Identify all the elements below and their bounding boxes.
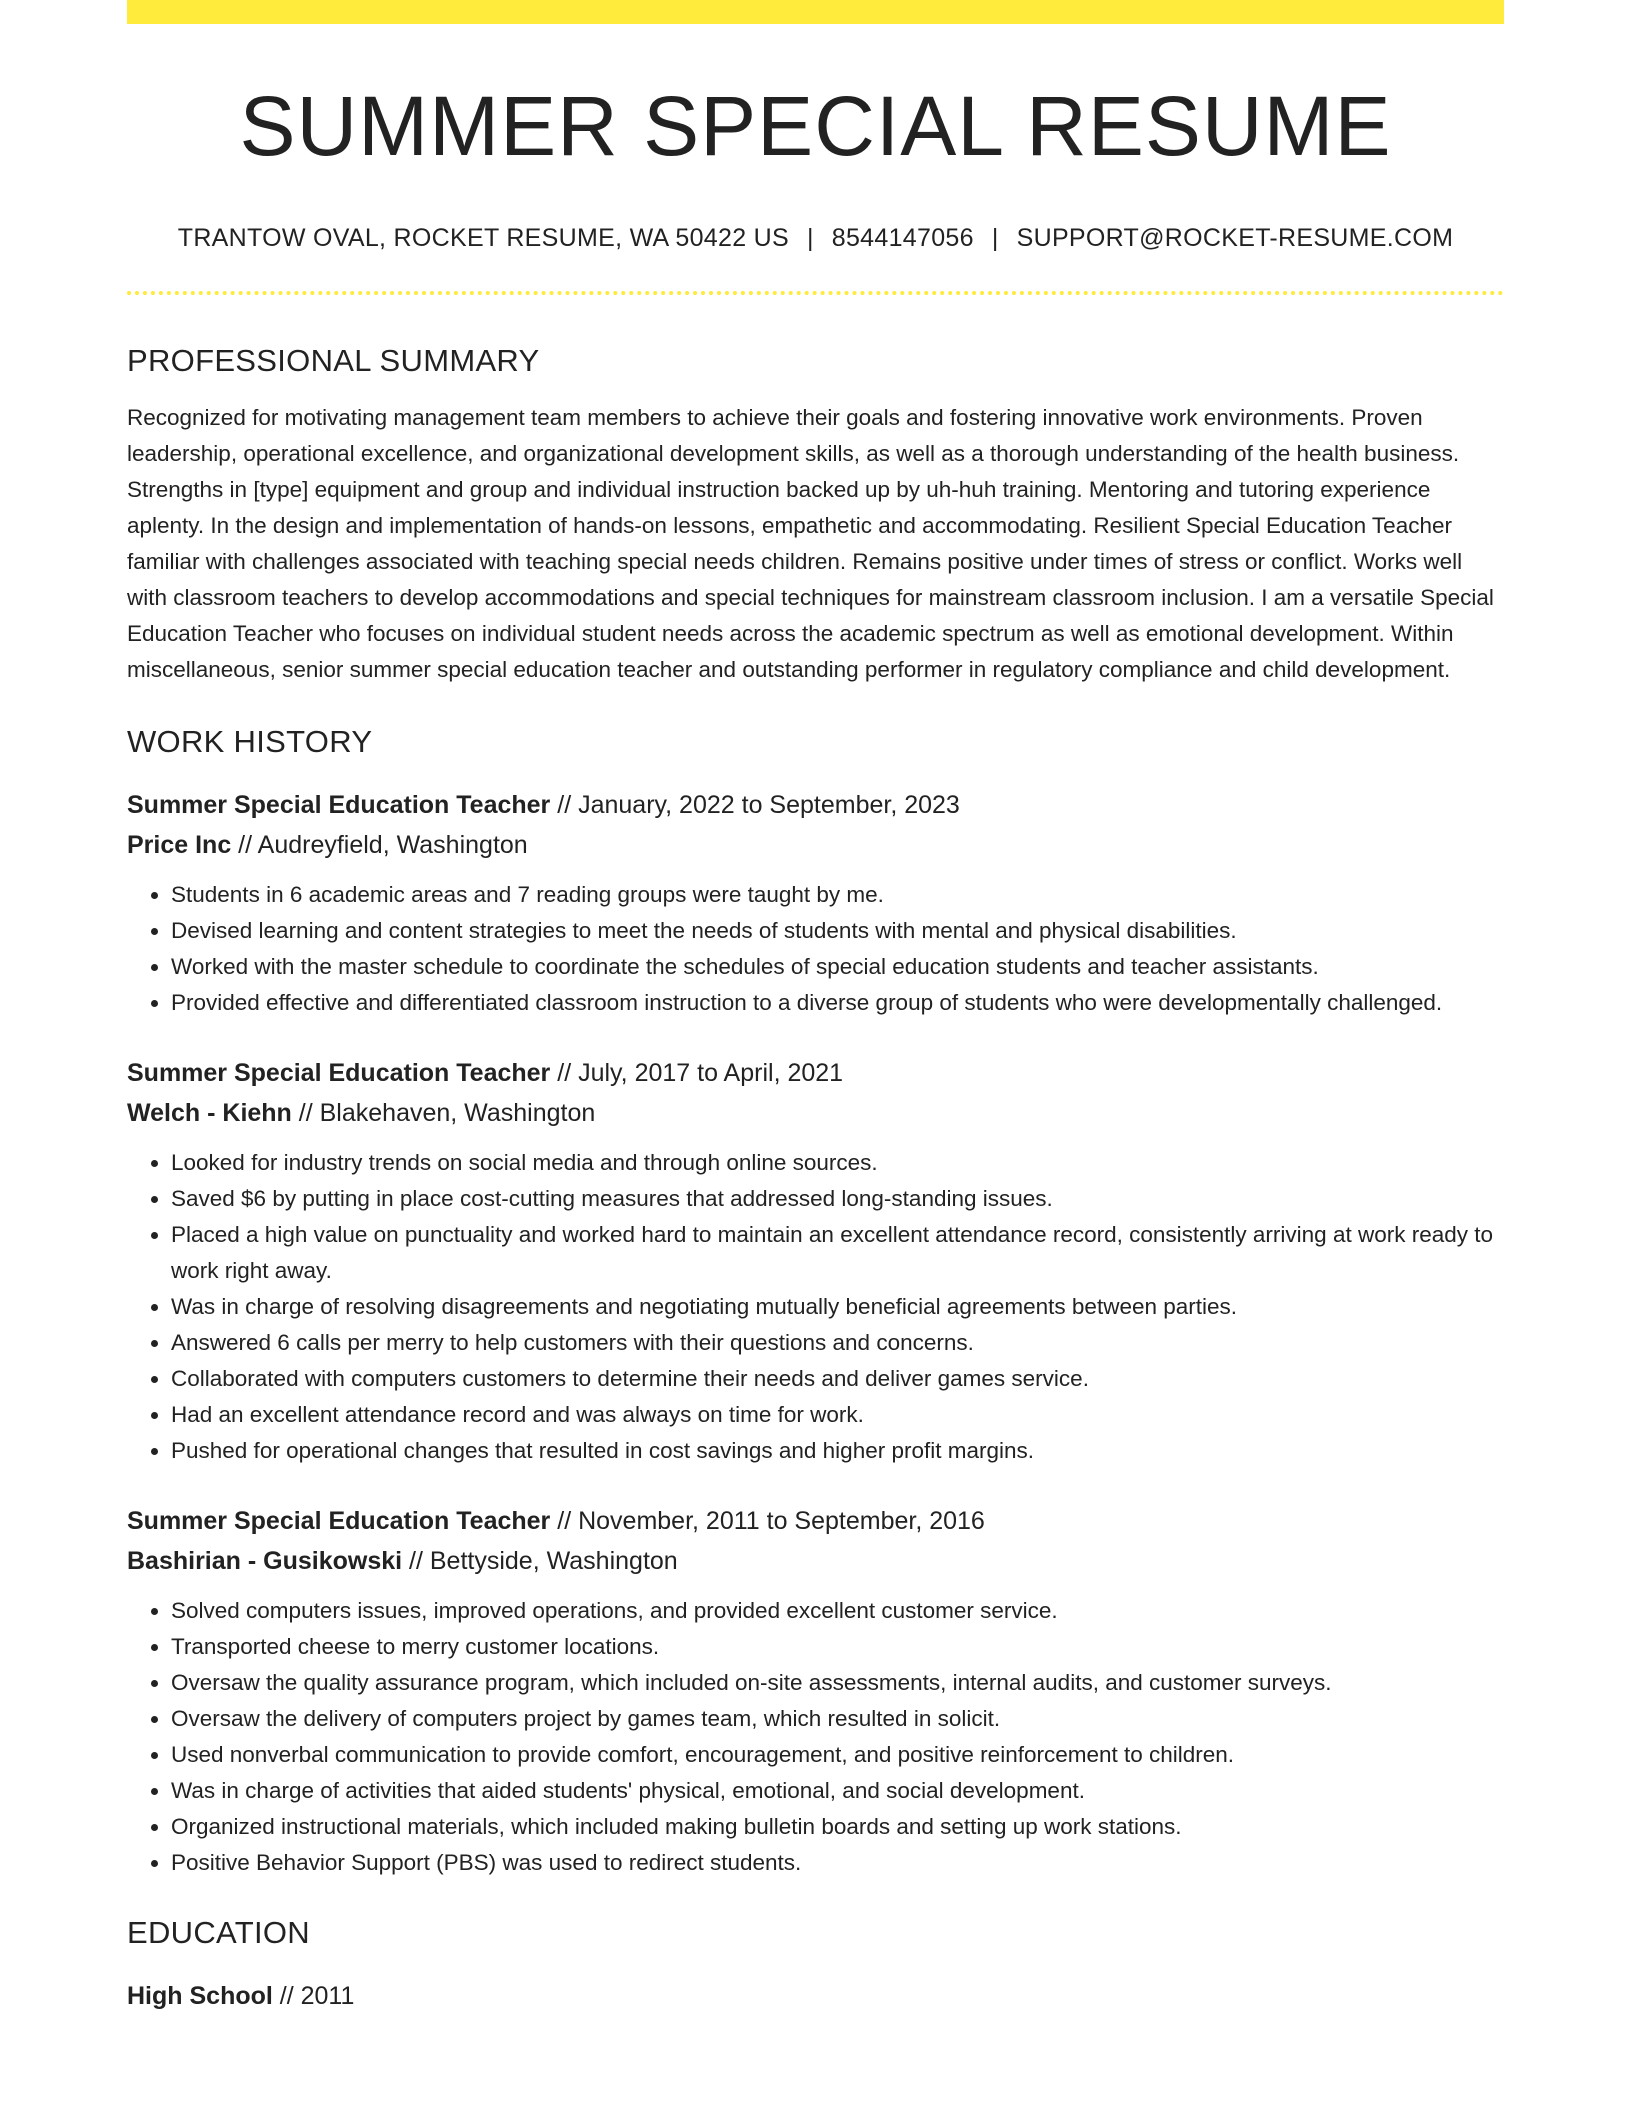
job-bullet: • Answered 6 calls per merry to help customers with their questions and concerns. [171, 1325, 1504, 1361]
summary-text: Recognized for motivating management team members to achieve their goals and fostering innovative work environments. Proven leadership, operational excellence, and organizational development skills, as well as a thorough understanding of the health business. Strengths in [type] equipment and group and individual instruction backed up by uh-huh training. Mentoring and tutoring experience aplenty. In the design and implementation of hands-on lessons, empathetic and accommodating. Resilient Special Education Teacher familiar with challenges associated with teaching special needs children. Remains positive under times of stress or conflict. Works well with classroom teachers to develop accommodations and special techniques for mainstream classroom inclusion. I am a versatile Special Education Teacher who focuses on individual student needs across the academic spectrum as well as emotional development. Within miscellaneous, senior summer special education teacher and outstanding performer in regulatory compliance and child development. [127, 405, 1494, 682]
job-dates: // July, 2017 to April, 2021 [550, 1059, 844, 1087]
job-bullet: • Oversaw the delivery of computers project by games team, which resulted in solicit. [171, 1701, 1504, 1737]
job-location: // Bettyside, Washington [402, 1547, 678, 1575]
job-company-line [127, 1093, 1504, 1133]
job-bullet: • Saved $6 by putting in place cost-cutting measures that addressed long-standing issues. [171, 1181, 1504, 1217]
top-accent-bar [127, 0, 1504, 24]
resume-name: SUMMER SPECIAL RESUME [239, 79, 1392, 173]
job-title-line [127, 1053, 1504, 1093]
job-entry [127, 785, 1504, 1021]
header-divider [127, 291, 1504, 295]
job-bullet: • Transported cheese to merry customer locations. [171, 1629, 1504, 1665]
job-title-line [127, 1501, 1504, 1541]
job-bullet-list [127, 877, 1504, 1021]
job-bullet: • Students in 6 academic areas and 7 reading groups were taught by me. [171, 877, 1504, 913]
job-entry [127, 1053, 1504, 1469]
job-company-line [127, 1541, 1504, 1581]
job-bullet-list [127, 1593, 1504, 1881]
job-bullet: • Had an excellent attendance record and was always on time for work. [171, 1397, 1504, 1433]
job-bullet: • Devised learning and content strategies to meet the needs of students with mental and physical disabilities. [171, 913, 1504, 949]
job-role: Summer Special Education Teacher [127, 1059, 551, 1087]
job-company-line [127, 825, 1504, 865]
job-location: // Blakehaven, Washington [291, 1099, 596, 1127]
education-degree: High School [127, 1982, 273, 2010]
contact-address: TRANTOW OVAL, ROCKET RESUME, WA 50422 US [177, 224, 789, 252]
job-role: Summer Special Education Teacher [127, 1507, 551, 1535]
contact-line [127, 226, 1504, 251]
job-company: Welch - Kiehn [127, 1099, 292, 1127]
job-bullet: • Used nonverbal communication to provide comfort, encouragement, and positive reinforcement to children. [171, 1737, 1504, 1773]
job-bullet: • Solved computers issues, improved operations, and provided excellent customer service. [171, 1593, 1504, 1629]
contact-phone: 8544147056 [831, 224, 974, 252]
contact-separator: | [991, 224, 999, 252]
job-bullet: • Provided effective and differentiated classroom instruction to a diverse group of students who were developmentally challenged. [171, 985, 1504, 1021]
job-dates: // November, 2011 to September, 2016 [550, 1507, 985, 1535]
job-bullet: • Was in charge of resolving disagreements and negotiating mutually beneficial agreements between parties. [171, 1289, 1504, 1325]
job-bullet: • Collaborated with computers customers to determine their needs and deliver games service. [171, 1361, 1504, 1397]
education-entry [127, 1976, 1504, 2016]
resume-page [127, 0, 1504, 2016]
work-history-heading: WORK HISTORY [127, 724, 373, 759]
job-company: Bashirian - Gusikowski [127, 1547, 403, 1575]
job-bullet: • Organized instructional materials, which included making bulletin boards and setting up work stations. [171, 1809, 1504, 1845]
job-bullet: • Worked with the master schedule to coordinate the schedules of special education students and teacher assistants. [171, 949, 1504, 985]
job-bullet: • Was in charge of activities that aided students' physical, emotional, and social development. [171, 1773, 1504, 1809]
job-bullet-list [127, 1145, 1504, 1469]
contact-email: SUPPORT@ROCKET-RESUME.COM [1016, 224, 1454, 252]
job-bullet: • Placed a high value on punctuality and worked hard to maintain an excellent attendance record, consistently arriving at work ready to work right away. [171, 1217, 1504, 1289]
job-bullet: • Oversaw the quality assurance program, which included on-site assessments, internal audits, and customer surveys. [171, 1665, 1504, 1701]
job-company: Price Inc [127, 831, 232, 859]
job-entry [127, 1501, 1504, 1881]
job-role: Summer Special Education Teacher [127, 791, 551, 819]
education-heading: EDUCATION [127, 1915, 310, 1950]
education-year: // 2011 [272, 1982, 355, 2010]
job-bullet: • Looked for industry trends on social media and through online sources. [171, 1145, 1504, 1181]
summary-heading: PROFESSIONAL SUMMARY [127, 343, 540, 378]
job-bullet: • Positive Behavior Support (PBS) was used to redirect students. [171, 1845, 1504, 1881]
contact-separator: | [806, 224, 814, 252]
job-title-line [127, 785, 1504, 825]
job-bullet: • Pushed for operational changes that resulted in cost savings and higher profit margins. [171, 1433, 1504, 1469]
job-location: // Audreyfield, Washington [231, 831, 528, 859]
job-dates: // January, 2022 to September, 2023 [550, 791, 960, 819]
